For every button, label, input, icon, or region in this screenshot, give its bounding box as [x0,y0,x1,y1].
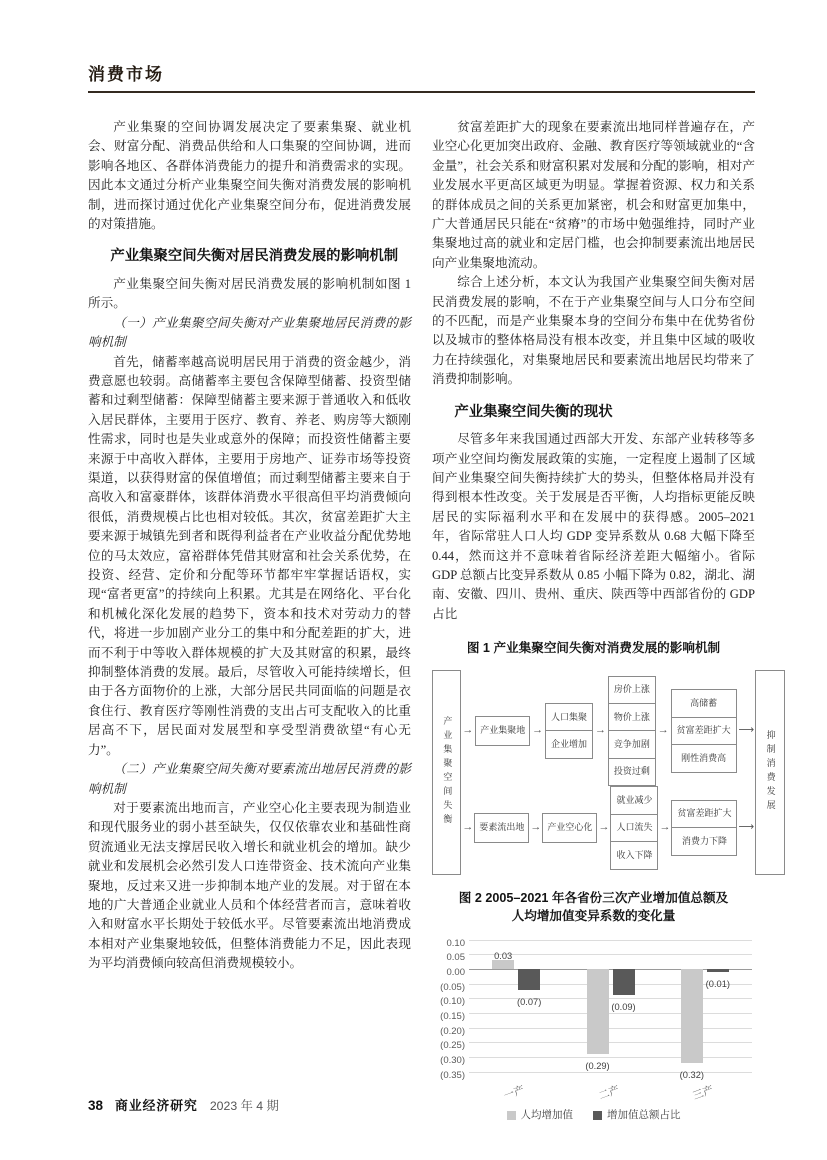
y-axis-tick: 0.05 [446,952,465,964]
y-axis-tick: 0.00 [446,966,465,978]
diagram-cell: 刚性消费高 [681,752,727,763]
data-label: 0.03 [494,951,513,962]
legend-swatch [593,1111,602,1120]
arrow-right-icon: → [532,724,544,737]
arrow-right-icon: → [594,724,606,737]
gridline [469,1028,752,1029]
legend-item [593,1106,681,1125]
y-axis-tick: (0.30) [440,1054,465,1066]
x-axis-label: 三产 [691,1083,716,1102]
arrow-right-icon: → [657,724,669,737]
paragraph: 产业集聚空间失衡对居民消费发展的影响机制如图 1 所示。 [88,276,411,311]
legend-label: 人均增加值 [520,1108,573,1121]
page-number: 38 [88,1098,104,1113]
legend-item [507,1106,574,1125]
legend-label: 增加值总额占比 [607,1108,681,1121]
chart-bar [707,969,729,972]
diagram-cell: 贫富差距扩大 [672,718,736,745]
figure1 [432,639,776,874]
figure1-row-top [461,676,755,787]
page-header [88,60,755,93]
y-axis-tick: 0.10 [446,937,465,949]
right-column [432,118,776,1130]
figure1-row-bottom [461,786,755,869]
y-axis-tick: (0.20) [440,1025,465,1037]
arrow-right-icon: → [598,821,610,834]
paragraph: 贫富差距扩大的现象在要素流出地同样普遍存在，产业空心化更加突出政府、金融、教育医疗等领域就业的“含金量”，社会关系和财富积累对发展和分配的影响，相对产业发展水平更高区域更为明显。掌握着资源、权力和关系的群体成员之间的关系更加紧密，机会和财富更加集中，广大普通居民只能在“贫瘠”的市场中勉强维持，同时产业集聚地过高的就业和定居门槛，也会抑制要素流出地居民向产业集聚地流动。 [432,120,755,270]
legend-swatch [507,1111,516,1120]
figure1-left-node: 产业集聚空间失衡 [432,670,461,875]
data-label: (0.29) [585,1061,610,1072]
diagram-cell: 人口集聚 [546,704,592,731]
diagram-cell: 投资过剩 [613,766,650,777]
paragraph: 对于要素流出地而言，产业空心化主要表现为制造业和现代服务业的弱小甚至缺失，仅仅依靠农业和基础性商贸流通业无法支撑居民收入增长和就业机会的增加。缺少就业和发展机会必然引发人口连带资金、技术流向产业集聚地，反过来又进一步抑制本地产业的发展。对于留在本地的广大普通企业就业人员和个体经营者而言，意味着收入和财富水平长期处于较低水平。尽管要素流出地消费成本相对产业集聚地较低，但整体消费能力不足，因此表现为平均消费倾向较高但消费规模较小。 [88,800,411,971]
paragraph: 尽管多年来我国通过西部大开发、东部产业转移等多项产业空间均衡发展政策的实施，一定程度上遏制了区域间产业集聚空间失衡持续扩大的势头，但整体格局并没有得到根本性改变。关于发展是否平衡，人均指标更能反映居民的实际福利水平和在发展中的获得感。2005–2021 年，省际常驻人口人均 GDP 变异系数从 0.68 大幅下降至 0.44，然而这并不意味着省际经济差距大幅缩小。省际 GDP 总额占比变异系数从 0.85 小幅下降为 0.82，湖北、湖南、安徽、四川、贵州、重庆、陕西等中西部省份的 GDP 占比 [432,432,755,621]
diagram-node: 要素流出地 [474,813,529,842]
page-footer [88,1095,279,1114]
diagram-node: 产业空心化 [542,813,597,842]
diagram-stack [671,800,737,856]
data-label: (0.32) [679,1069,704,1080]
arrow-right-icon: → [530,821,542,834]
diagram-stack [608,676,656,787]
figure2-caption-line1: 图 2 2005–2021 年各省份三次产业增加值总额及 [458,890,729,905]
section-heading: 产业集聚空间失衡的现状 [454,403,613,420]
diagram-stack [610,786,658,869]
arrow-right-icon: → [462,821,474,834]
section-heading: 产业集聚空间失衡对居民消费发展的影响机制 [110,248,399,265]
figure2-legend [432,1106,755,1125]
x-axis-label: 二产 [596,1083,621,1102]
chart-bar [613,969,635,995]
x-axis-label: 一产 [502,1083,527,1102]
gridline [469,940,752,941]
journal-name: 商业经济研究 [115,1098,198,1113]
paragraph: 首先，储蓄率越高说明居民用于消费的资金越少，消费意愿也较弱。高储蓄率主要包含保障型储蓄、投资型储蓄和过剩型储蓄：保障型储蓄主要来源于普通收入和低收入居民群体，主要用于医疗、教育、养老、购房等大额刚性需求，同时也是失业或意外的保障；而投资性储蓄主要来源于中高收入群体，主要用于房地产、证券市场等投资渠道，以获得财富的保值增值；而过剩型储蓄主要来自于高收入和富豪群体，该群体消费水平很高但平均消费倾向很低，消费规模占比也相对较低。其次，贫富差距扩大主要来源于城镇先到者和既得利益者在产业收益分配优势地位的马太效应，富裕群体凭借其财富和社会关系优势，在投资、经营、定价和分配等环节都牢牢掌握话语权，实现“富者更富”的持续向上积累。尤其是在网络化、平台化和机械化深化发展的趋势下，资本和技术对劳动力的替代，将进一步加剧产业分工的集中和分配差距的扩大，进而不利于中等收入群体规模的扩大及其财富的积累，最终抑制整体消费的发展。最后，尽管收入可能持续增长，但由于各方面物价的上涨，大部分居民共同面临的问题是衣食住行、教育医疗等刚性消费的支出占可支配收入的比重居高不下，居民面对发展型和享受型消费欲望“有心无力”。 [88,354,411,757]
diagram-node: 产业集聚地 [475,716,530,745]
gridline [469,1042,752,1043]
data-label: (0.07) [517,996,542,1007]
header-rule [88,91,755,93]
arrow-right-icon: → [462,724,474,737]
diagram-stack [545,703,593,759]
y-axis-tick: (0.35) [440,1069,465,1081]
section-title: 消费市场 [88,65,164,84]
data-label: (0.09) [611,1002,636,1013]
figure1-caption: 图 1 产业集聚空间失衡对消费发展的影响机制 [466,641,721,656]
diagram-cell: 贫富差距扩大 [672,801,736,828]
arrow-right-icon: ⟶ [738,821,755,834]
data-label: (0.01) [705,978,730,989]
figure2-caption-line2: 人均增加值变异系数的变化量 [511,909,676,924]
arrow-right-icon: → [659,821,671,834]
figure2-chart [432,934,755,1130]
journal-issue: 2023 年 4 期 [209,1099,279,1113]
figure1-diagram [432,670,776,875]
figure1-middle [461,670,755,875]
subsection-heading: （一）产业集聚空间失衡对产业集聚地居民消费的影响机制 [88,315,411,350]
left-column [88,118,411,1130]
paragraph: 产业集聚的空间协调发展决定了要素集聚、就业机会、财富分配、消费品供给和人口集聚的空间协调，进而影响各地区、各群体消费能力的提升和消费需求的实现。因此本文通过分析产业集聚空间失衡对消费发展的影响机制，进而探讨通过优化产业集聚空间分布，促进消费发展的对策措施。 [88,120,411,232]
chart-bar [518,969,540,990]
y-axis-tick: (0.15) [440,1010,465,1022]
diagram-cell: 企业增加 [551,738,588,749]
diagram-cell: 消费力下降 [681,835,727,846]
diagram-cell: 竞争加剧 [609,731,655,758]
figure2-plot [469,940,752,1102]
subsection-heading: （二）产业集聚空间失衡对要素流出地居民消费的影响机制 [88,762,411,796]
paragraph: 综合上述分析，本文认为我国产业集聚空间失衡对居民消费发展的影响，不在于产业集聚空间与人口分布空间的不匹配，而是产业集聚本身的空间分布集中在优势省份以及城市的整体格局没有根本改变，并且集中区域的吸收力在持续强化，对集聚地居民和要素流出地居民均带来了消费抑制影响。 [432,275,755,387]
two-column-body [88,118,776,1130]
diagram-cell: 高储蓄 [672,690,736,717]
diagram-cell: 收入下降 [616,849,653,860]
diagram-cell: 就业减少 [611,787,657,814]
arrow-right-icon: ⟶ [738,724,755,737]
diagram-stack [671,689,737,772]
figure2 [432,889,755,1130]
diagram-cell: 房价上涨 [609,677,655,704]
y-axis-tick: (0.25) [440,1040,465,1052]
y-axis-tick: (0.10) [440,996,465,1008]
diagram-cell: 物价上涨 [609,704,655,731]
diagram-cell: 人口流失 [611,815,657,842]
y-axis-tick: (0.05) [440,981,465,993]
figure1-right-node: 抑制消费发展 [755,670,784,875]
